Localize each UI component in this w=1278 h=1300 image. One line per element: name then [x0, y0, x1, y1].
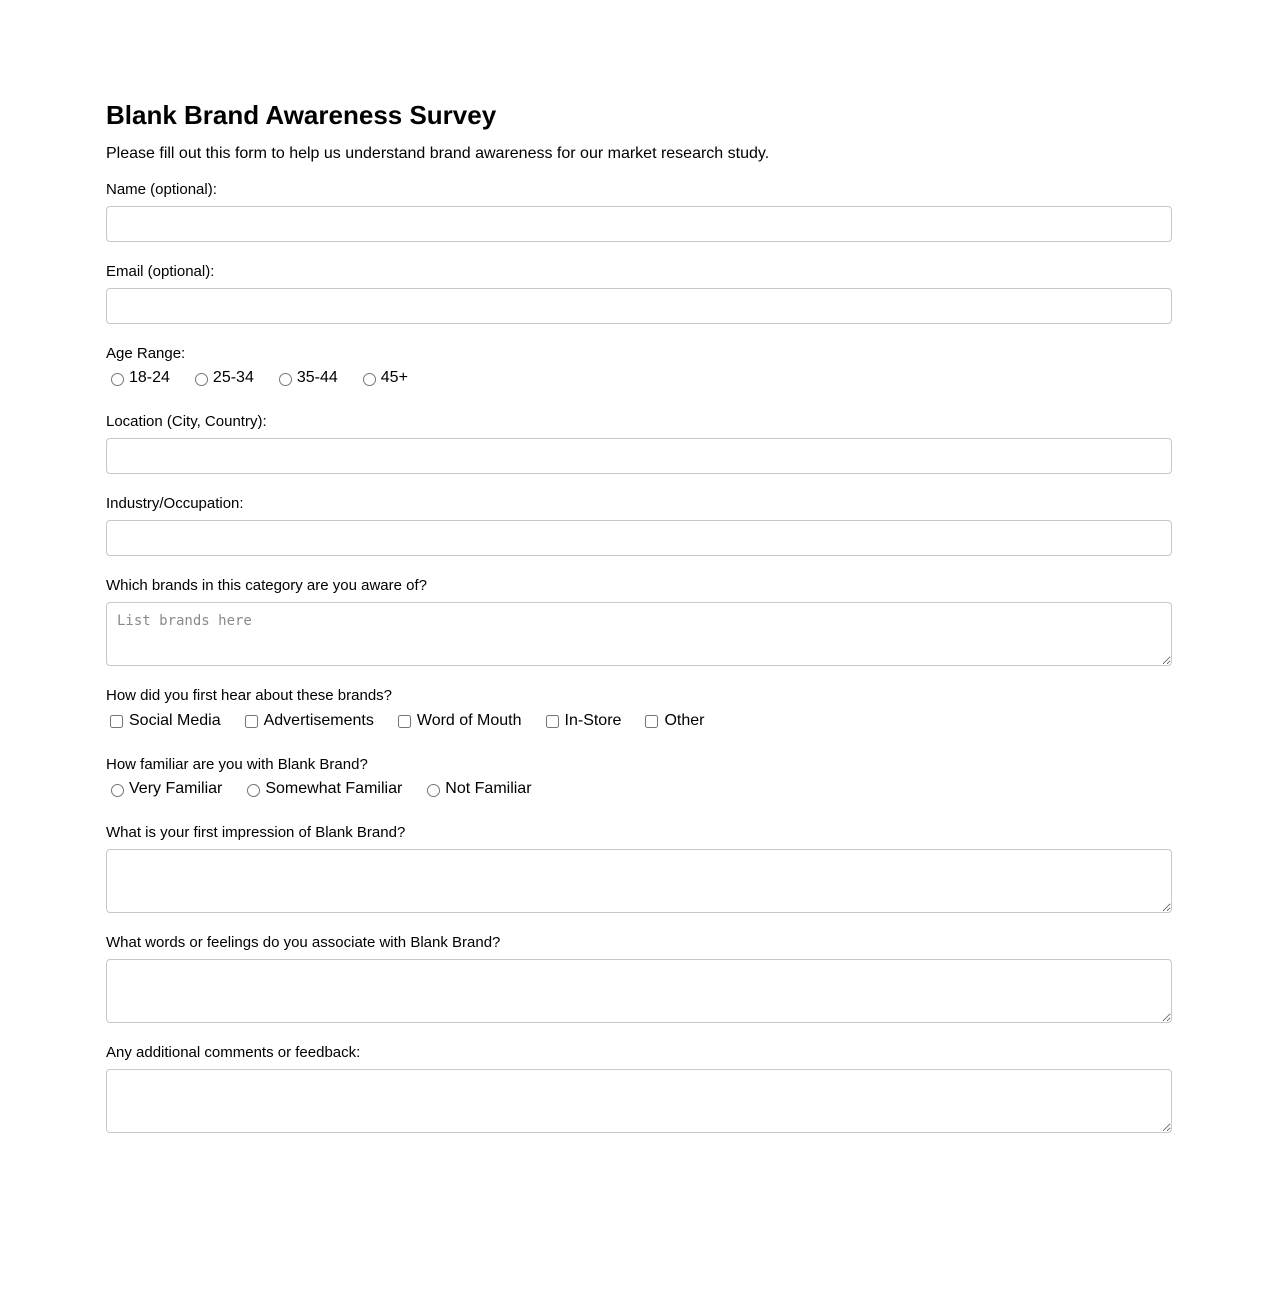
- age-option-label: 45+: [380, 369, 408, 386]
- age-option-35-44[interactable]: [274, 368, 338, 388]
- first-hear-label: How did you first hear about these brands?: [106, 687, 393, 704]
- first-impression-textarea[interactable]: [106, 849, 1172, 913]
- industry-input[interactable]: [106, 520, 1172, 556]
- location-label: Location (City, Country):: [106, 413, 267, 430]
- page-description: Please fill out this form to help us understand brand awareness for our market research study.: [106, 145, 770, 162]
- age-range-options: [106, 368, 428, 388]
- familiarity-options: [106, 779, 552, 799]
- hear-option-label: Word of Mouth: [416, 712, 522, 729]
- age-option-label: 35-44: [296, 369, 338, 386]
- age-option-label: 25-34: [212, 369, 254, 386]
- social-media-checkbox[interactable]: [110, 715, 123, 728]
- brands-aware-textarea[interactable]: [106, 602, 1172, 666]
- familiarity-option-label: Very Familiar: [129, 780, 223, 797]
- advertisements-checkbox[interactable]: [245, 715, 258, 728]
- comments-label: Any additional comments or feedback:: [106, 1044, 361, 1061]
- age-option-45-plus[interactable]: [358, 368, 408, 388]
- hear-option-in-store[interactable]: [542, 711, 622, 731]
- age-range-label: Age Range:: [106, 345, 186, 362]
- familiarity-option-label: Not Familiar: [445, 780, 532, 797]
- industry-label: Industry/Occupation:: [106, 495, 244, 512]
- somewhat-familiar-radio[interactable]: [247, 784, 260, 797]
- hear-option-label: In-Store: [564, 712, 622, 729]
- first-hear-options: [106, 711, 724, 731]
- location-input[interactable]: [106, 438, 1172, 474]
- page-title: Blank Brand Awareness Survey: [106, 100, 497, 130]
- brands-aware-label: Which brands in this category are you aware of?: [106, 577, 427, 594]
- age-radio-45-plus[interactable]: [363, 373, 376, 386]
- hear-option-word-of-mouth[interactable]: [394, 711, 522, 731]
- hear-option-label: Social Media: [129, 712, 221, 729]
- associations-textarea[interactable]: [106, 959, 1172, 1023]
- associations-label: What words or feelings do you associate with Blank Brand?: [106, 934, 501, 951]
- name-label: Name (optional):: [106, 181, 217, 198]
- familiarity-option-not[interactable]: [422, 779, 531, 799]
- other-checkbox[interactable]: [645, 715, 658, 728]
- familiarity-option-very[interactable]: [106, 779, 222, 799]
- age-radio-35-44[interactable]: [279, 373, 292, 386]
- familiarity-option-label: Somewhat Familiar: [265, 780, 403, 797]
- hear-option-label: Advertisements: [263, 712, 374, 729]
- not-familiar-radio[interactable]: [427, 784, 440, 797]
- age-radio-18-24[interactable]: [111, 373, 124, 386]
- name-input[interactable]: [106, 206, 1172, 242]
- age-option-label: 18-24: [129, 369, 170, 386]
- age-option-18-24[interactable]: [106, 368, 170, 388]
- first-impression-label: What is your first impression of Blank Brand?: [106, 824, 406, 841]
- hear-option-label: Other: [664, 712, 705, 729]
- age-option-25-34[interactable]: [190, 368, 254, 388]
- very-familiar-radio[interactable]: [111, 784, 124, 797]
- email-input[interactable]: [106, 288, 1172, 324]
- hear-option-advertisements[interactable]: [241, 711, 374, 731]
- age-radio-25-34[interactable]: [195, 373, 208, 386]
- email-label: Email (optional):: [106, 263, 215, 280]
- in-store-checkbox[interactable]: [546, 715, 559, 728]
- hear-option-social-media[interactable]: [106, 711, 221, 731]
- familiarity-label: How familiar are you with Blank Brand?: [106, 756, 368, 773]
- familiarity-option-somewhat[interactable]: [242, 779, 402, 799]
- word-of-mouth-checkbox[interactable]: [398, 715, 411, 728]
- comments-textarea[interactable]: [106, 1069, 1172, 1133]
- hear-option-other[interactable]: [641, 711, 704, 731]
